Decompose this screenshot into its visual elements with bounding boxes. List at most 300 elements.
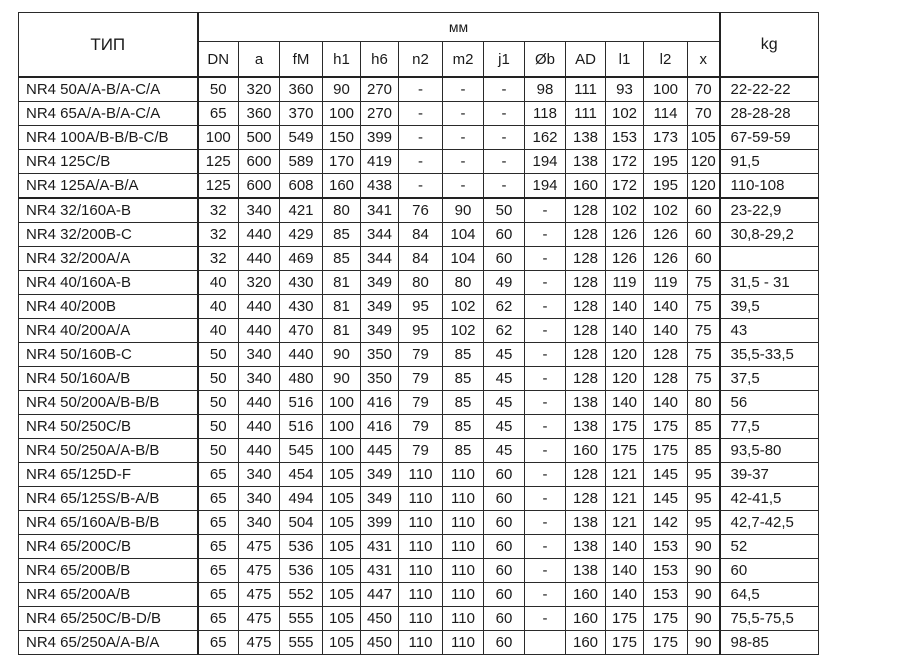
col-header-ob: Øb (525, 42, 566, 78)
cell-ad: 128 (566, 319, 606, 343)
cell-h6: 416 (361, 391, 399, 415)
cell-dn: 32 (198, 223, 239, 247)
cell-fm: 516 (280, 415, 323, 439)
col-header-dn: DN (198, 42, 239, 78)
cell-n2: 79 (399, 391, 443, 415)
cell-fm: 552 (280, 583, 323, 607)
cell-h1: 90 (323, 77, 361, 102)
cell-a: 440 (239, 247, 280, 271)
cell-l2: 102 (644, 198, 688, 223)
cell-h6: 399 (361, 126, 399, 150)
col-header-n2: n2 (399, 42, 443, 78)
cell-j1: 50 (484, 198, 525, 223)
cell-dn: 65 (198, 535, 239, 559)
cell-kg: 43 (720, 319, 819, 343)
table-row (19, 511, 819, 535)
cell-ad: 160 (566, 607, 606, 631)
cell-h6: 344 (361, 247, 399, 271)
cell-type: NR4 40/160A-B (19, 271, 198, 295)
cell-fm: 545 (280, 439, 323, 463)
cell-h6: 431 (361, 535, 399, 559)
cell-l1: 120 (606, 367, 644, 391)
cell-a: 340 (239, 511, 280, 535)
cell-n2: - (399, 150, 443, 174)
cell-x: 75 (688, 271, 720, 295)
cell-a: 600 (239, 150, 280, 174)
cell-h1: 105 (323, 559, 361, 583)
cell-kg: 42,7-42,5 (720, 511, 819, 535)
cell-a: 500 (239, 126, 280, 150)
cell-l1: 121 (606, 463, 644, 487)
cell-x: 70 (688, 102, 720, 126)
table-row (19, 487, 819, 511)
cell-j1: 45 (484, 439, 525, 463)
cell-type: NR4 125A/A-B/A (19, 174, 198, 199)
cell-l2: 114 (644, 102, 688, 126)
cell-m2: 80 (443, 271, 484, 295)
cell-x: 120 (688, 174, 720, 199)
cell-h1: 85 (323, 223, 361, 247)
type-header: ТИП (19, 13, 198, 78)
cell-h6: 349 (361, 487, 399, 511)
cell-h6: 349 (361, 463, 399, 487)
cell-kg: 91,5 (720, 150, 819, 174)
cell-type: NR4 65/200C/B (19, 535, 198, 559)
cell-fm: 421 (280, 198, 323, 223)
cell-a: 340 (239, 463, 280, 487)
cell-kg: 31,5 - 31 (720, 271, 819, 295)
table-row (19, 535, 819, 559)
cell-l2: 195 (644, 150, 688, 174)
cell-h1: 100 (323, 415, 361, 439)
cell-type: NR4 50/250C/B (19, 415, 198, 439)
cell-j1: - (484, 150, 525, 174)
cell-kg: 110-108 (720, 174, 819, 199)
cell-h1: 105 (323, 535, 361, 559)
cell-fm: 429 (280, 223, 323, 247)
cell-h1: 81 (323, 319, 361, 343)
cell-a: 475 (239, 607, 280, 631)
cell-ad: 128 (566, 198, 606, 223)
cell-l1: 140 (606, 319, 644, 343)
cell-dn: 65 (198, 487, 239, 511)
cell-dn: 65 (198, 607, 239, 631)
cell-a: 440 (239, 415, 280, 439)
cell-m2: 110 (443, 511, 484, 535)
cell-n2: - (399, 102, 443, 126)
cell-l1: 119 (606, 271, 644, 295)
cell-type: NR4 125C/B (19, 150, 198, 174)
cell-n2: 110 (399, 511, 443, 535)
cell-a: 600 (239, 174, 280, 199)
cell-fm: 516 (280, 391, 323, 415)
table-row (19, 607, 819, 631)
cell-b: - (525, 415, 566, 439)
cell-type: NR4 50/200A/B-B/B (19, 391, 198, 415)
cell-type: NR4 65/250C/B-D/B (19, 607, 198, 631)
cell-dn: 50 (198, 439, 239, 463)
cell-m2: - (443, 126, 484, 150)
cell-ad: 128 (566, 223, 606, 247)
cell-a: 360 (239, 102, 280, 126)
cell-j1: 49 (484, 271, 525, 295)
cell-h1: 105 (323, 607, 361, 631)
cell-h6: 445 (361, 439, 399, 463)
cell-j1: 60 (484, 487, 525, 511)
cell-dn: 65 (198, 463, 239, 487)
cell-l2: 153 (644, 583, 688, 607)
cell-l1: 140 (606, 295, 644, 319)
col-header-ad: AD (566, 42, 606, 78)
cell-n2: 110 (399, 487, 443, 511)
cell-l2: 175 (644, 607, 688, 631)
cell-j1: 60 (484, 511, 525, 535)
cell-fm: 480 (280, 367, 323, 391)
cell-x: 75 (688, 343, 720, 367)
cell-type: NR4 65/160A/B-B/B (19, 511, 198, 535)
cell-h6: 344 (361, 223, 399, 247)
col-header-l1: l1 (606, 42, 644, 78)
cell-dn: 65 (198, 559, 239, 583)
cell-b: - (525, 607, 566, 631)
cell-a: 320 (239, 271, 280, 295)
cell-x: 95 (688, 487, 720, 511)
cell-kg: 39,5 (720, 295, 819, 319)
cell-h1: 105 (323, 631, 361, 655)
cell-n2: 84 (399, 223, 443, 247)
cell-fm: 536 (280, 535, 323, 559)
cell-n2: 76 (399, 198, 443, 223)
cell-h1: 85 (323, 247, 361, 271)
cell-l1: 175 (606, 415, 644, 439)
pump-dimensions-table (18, 12, 819, 655)
cell-type: NR4 32/160A-B (19, 198, 198, 223)
table-row (19, 174, 819, 199)
cell-j1: 60 (484, 463, 525, 487)
cell-fm: 440 (280, 343, 323, 367)
table-row (19, 102, 819, 126)
cell-type: NR4 50/160B-C (19, 343, 198, 367)
cell-ad: 128 (566, 271, 606, 295)
cell-type: NR4 40/200B (19, 295, 198, 319)
cell-j1: 60 (484, 607, 525, 631)
cell-fm: 454 (280, 463, 323, 487)
cell-x: 75 (688, 367, 720, 391)
cell-m2: 110 (443, 607, 484, 631)
cell-dn: 125 (198, 174, 239, 199)
cell-b: 98 (525, 77, 566, 102)
cell-ad: 160 (566, 631, 606, 655)
cell-n2: 79 (399, 367, 443, 391)
cell-n2: 110 (399, 583, 443, 607)
cell-h6: 350 (361, 367, 399, 391)
cell-kg: 75,5-75,5 (720, 607, 819, 631)
cell-m2: 104 (443, 247, 484, 271)
table-row (19, 223, 819, 247)
cell-m2: - (443, 77, 484, 102)
cell-l2: 175 (644, 415, 688, 439)
cell-l2: 126 (644, 223, 688, 247)
cell-n2: 79 (399, 343, 443, 367)
cell-a: 440 (239, 223, 280, 247)
cell-j1: - (484, 102, 525, 126)
cell-l2: 126 (644, 247, 688, 271)
col-header-fm: fM (280, 42, 323, 78)
cell-fm: 470 (280, 319, 323, 343)
cell-b: - (525, 511, 566, 535)
cell-kg: 77,5 (720, 415, 819, 439)
cell-n2: 110 (399, 463, 443, 487)
cell-h1: 105 (323, 463, 361, 487)
cell-m2: 102 (443, 295, 484, 319)
cell-n2: 95 (399, 295, 443, 319)
cell-m2: 110 (443, 535, 484, 559)
cell-h1: 160 (323, 174, 361, 199)
cell-x: 90 (688, 559, 720, 583)
cell-x: 60 (688, 247, 720, 271)
cell-fm: 555 (280, 607, 323, 631)
cell-j1: 45 (484, 391, 525, 415)
cell-l2: 145 (644, 463, 688, 487)
cell-h1: 80 (323, 198, 361, 223)
cell-dn: 65 (198, 511, 239, 535)
cell-n2: - (399, 126, 443, 150)
cell-l2: 119 (644, 271, 688, 295)
cell-dn: 50 (198, 77, 239, 102)
cell-m2: - (443, 102, 484, 126)
cell-a: 475 (239, 583, 280, 607)
cell-j1: 45 (484, 343, 525, 367)
cell-l1: 172 (606, 174, 644, 199)
cell-n2: 110 (399, 607, 443, 631)
cell-x: 85 (688, 439, 720, 463)
cell-l1: 121 (606, 487, 644, 511)
cell-b (525, 631, 566, 655)
cell-n2: 79 (399, 439, 443, 463)
cell-l1: 126 (606, 223, 644, 247)
cell-j1: 60 (484, 247, 525, 271)
cell-b: 194 (525, 174, 566, 199)
cell-b: 162 (525, 126, 566, 150)
cell-type: NR4 32/200B-C (19, 223, 198, 247)
table-row (19, 77, 819, 102)
cell-b: - (525, 535, 566, 559)
cell-kg (720, 247, 819, 271)
cell-kg: 60 (720, 559, 819, 583)
cell-h6: 438 (361, 174, 399, 199)
cell-l2: 195 (644, 174, 688, 199)
cell-ad: 138 (566, 535, 606, 559)
cell-h6: 349 (361, 319, 399, 343)
cell-b: - (525, 319, 566, 343)
cell-kg: 93,5-80 (720, 439, 819, 463)
cell-ad: 160 (566, 174, 606, 199)
table-row (19, 319, 819, 343)
cell-x: 60 (688, 198, 720, 223)
cell-kg: 42-41,5 (720, 487, 819, 511)
cell-ad: 128 (566, 295, 606, 319)
cell-l1: 175 (606, 607, 644, 631)
table-row (19, 415, 819, 439)
cell-b: - (525, 367, 566, 391)
cell-l2: 142 (644, 511, 688, 535)
cell-h6: 450 (361, 607, 399, 631)
cell-b: - (525, 439, 566, 463)
cell-ad: 138 (566, 511, 606, 535)
cell-x: 90 (688, 535, 720, 559)
cell-l1: 140 (606, 559, 644, 583)
cell-type: NR4 65/125S/B-A/B (19, 487, 198, 511)
cell-b: - (525, 198, 566, 223)
cell-b: - (525, 391, 566, 415)
cell-l2: 175 (644, 439, 688, 463)
cell-m2: 110 (443, 631, 484, 655)
cell-ad: 128 (566, 367, 606, 391)
cell-h6: 349 (361, 295, 399, 319)
cell-x: 75 (688, 295, 720, 319)
cell-h1: 100 (323, 439, 361, 463)
cell-kg: 22-22-22 (720, 77, 819, 102)
cell-x: 90 (688, 607, 720, 631)
cell-ad: 138 (566, 126, 606, 150)
cell-m2: - (443, 150, 484, 174)
cell-j1: - (484, 174, 525, 199)
cell-l1: 120 (606, 343, 644, 367)
table-row (19, 439, 819, 463)
cell-type: NR4 65/250A/A-B/A (19, 631, 198, 655)
cell-h1: 105 (323, 487, 361, 511)
cell-j1: 60 (484, 583, 525, 607)
cell-b: - (525, 463, 566, 487)
cell-n2: - (399, 174, 443, 199)
cell-m2: 104 (443, 223, 484, 247)
cell-l1: 126 (606, 247, 644, 271)
cell-fm: 608 (280, 174, 323, 199)
cell-h6: 341 (361, 198, 399, 223)
cell-type: NR4 50A/A-B/A-C/A (19, 77, 198, 102)
cell-dn: 40 (198, 271, 239, 295)
table-row (19, 463, 819, 487)
table-body (19, 77, 819, 655)
cell-h6: 419 (361, 150, 399, 174)
cell-h6: 270 (361, 102, 399, 126)
cell-l2: 153 (644, 559, 688, 583)
cell-l1: 121 (606, 511, 644, 535)
table-row (19, 295, 819, 319)
col-header-l2: l2 (644, 42, 688, 78)
cell-type: NR4 65/200A/B (19, 583, 198, 607)
cell-dn: 40 (198, 295, 239, 319)
cell-m2: 110 (443, 559, 484, 583)
cell-ad: 160 (566, 583, 606, 607)
cell-h1: 100 (323, 102, 361, 126)
cell-l1: 175 (606, 439, 644, 463)
cell-fm: 589 (280, 150, 323, 174)
cell-dn: 32 (198, 247, 239, 271)
cell-fm: 555 (280, 631, 323, 655)
cell-b: - (525, 271, 566, 295)
cell-x: 90 (688, 631, 720, 655)
cell-a: 320 (239, 77, 280, 102)
cell-m2: 85 (443, 367, 484, 391)
cell-h6: 447 (361, 583, 399, 607)
cell-type: NR4 50/250A/A-B/B (19, 439, 198, 463)
cell-kg: 30,8-29,2 (720, 223, 819, 247)
cell-ad: 111 (566, 77, 606, 102)
cell-fm: 370 (280, 102, 323, 126)
cell-kg: 37,5 (720, 367, 819, 391)
cell-a: 440 (239, 319, 280, 343)
cell-dn: 65 (198, 102, 239, 126)
kg-header: kg (720, 13, 819, 78)
cell-type: NR4 100A/B-B/B-C/B (19, 126, 198, 150)
cell-type: NR4 65A/A-B/A-C/A (19, 102, 198, 126)
cell-a: 440 (239, 391, 280, 415)
cell-m2: 85 (443, 343, 484, 367)
cell-fm: 536 (280, 559, 323, 583)
cell-h1: 170 (323, 150, 361, 174)
cell-h6: 431 (361, 559, 399, 583)
table-row (19, 271, 819, 295)
cell-h1: 81 (323, 271, 361, 295)
cell-m2: 110 (443, 583, 484, 607)
cell-type: NR4 40/200A/A (19, 319, 198, 343)
cell-dn: 40 (198, 319, 239, 343)
cell-b: - (525, 583, 566, 607)
cell-j1: - (484, 77, 525, 102)
cell-x: 80 (688, 391, 720, 415)
cell-type: NR4 50/160A/B (19, 367, 198, 391)
cell-n2: 79 (399, 415, 443, 439)
cell-kg: 39-37 (720, 463, 819, 487)
cell-kg: 67-59-59 (720, 126, 819, 150)
cell-h1: 90 (323, 343, 361, 367)
cell-n2: - (399, 77, 443, 102)
cell-l1: 102 (606, 102, 644, 126)
cell-l2: 100 (644, 77, 688, 102)
cell-l1: 93 (606, 77, 644, 102)
cell-l2: 153 (644, 535, 688, 559)
cell-type: NR4 32/200A/A (19, 247, 198, 271)
cell-type: NR4 65/125D-F (19, 463, 198, 487)
cell-ad: 128 (566, 343, 606, 367)
unit-header: мм (198, 13, 720, 42)
cell-j1: 60 (484, 559, 525, 583)
cell-h1: 100 (323, 391, 361, 415)
cell-type: NR4 65/200B/B (19, 559, 198, 583)
cell-b: - (525, 223, 566, 247)
cell-x: 95 (688, 511, 720, 535)
cell-a: 340 (239, 198, 280, 223)
cell-l1: 140 (606, 535, 644, 559)
cell-dn: 65 (198, 583, 239, 607)
cell-x: 70 (688, 77, 720, 102)
col-header-h1: h1 (323, 42, 361, 78)
cell-l2: 173 (644, 126, 688, 150)
cell-kg: 64,5 (720, 583, 819, 607)
cell-x: 90 (688, 583, 720, 607)
cell-dn: 50 (198, 415, 239, 439)
cell-x: 95 (688, 463, 720, 487)
cell-b: 118 (525, 102, 566, 126)
cell-l1: 140 (606, 583, 644, 607)
cell-n2: 110 (399, 631, 443, 655)
cell-fm: 430 (280, 271, 323, 295)
table-row (19, 631, 819, 655)
cell-ad: 128 (566, 487, 606, 511)
cell-x: 120 (688, 150, 720, 174)
cell-kg: 56 (720, 391, 819, 415)
